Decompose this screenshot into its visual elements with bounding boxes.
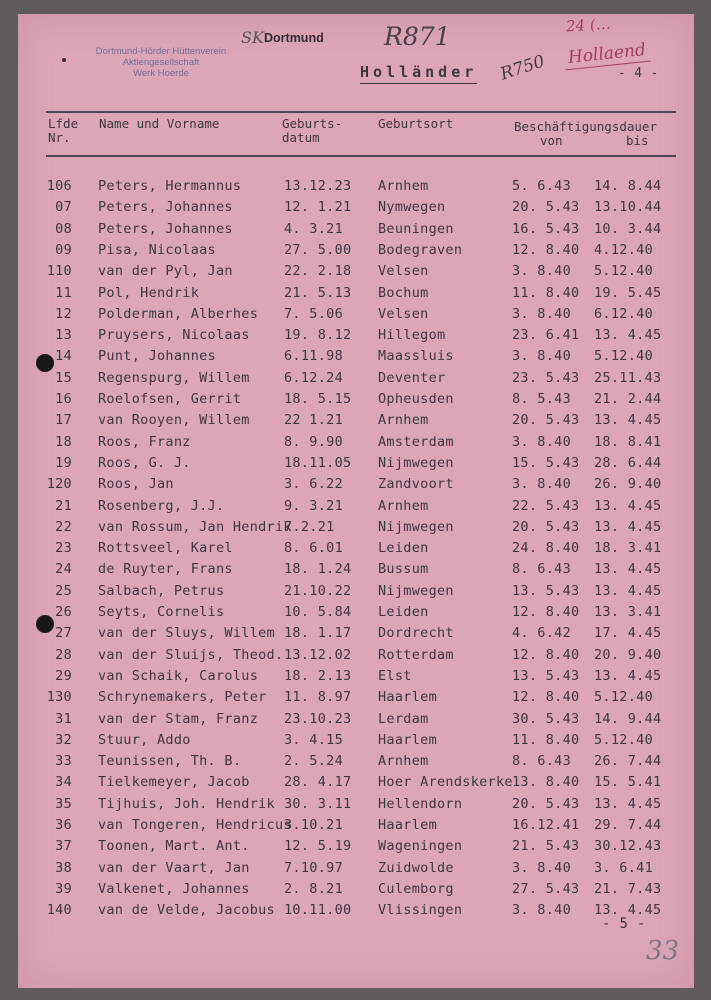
worker-name: Tielkemeyer, Jacob <box>98 774 250 791</box>
employment-start: 5. 6.43 <box>512 178 571 194</box>
worker-name: van Schaik, Carolus <box>98 667 259 684</box>
stamp-line-1: Dortmund-Hörder Hüttenverein <box>95 46 227 57</box>
worker-name: de Ruyter, Frans <box>98 561 233 578</box>
birth-place: Nijmwegen <box>378 582 454 599</box>
table-row <box>18 348 694 369</box>
table-row <box>18 774 694 795</box>
worker-name: Schrynemakers, Peter <box>98 689 267 706</box>
row-number: 38 <box>55 859 72 876</box>
document-page <box>18 14 694 988</box>
row-number: 25 <box>55 582 72 599</box>
next-page-marker: - 5 - <box>602 916 646 932</box>
birth-place: Elst <box>378 667 412 684</box>
birth-date: 18. 5.15 <box>284 391 352 407</box>
employment-start: 13. 5.43 <box>512 667 580 684</box>
birth-place: Bochum <box>378 284 429 301</box>
employment-end: 18. 3.41 <box>594 540 662 557</box>
birth-date: 18. 2.13 <box>284 667 352 684</box>
top-right-note: 24 (… <box>565 14 612 36</box>
birth-date: 4. 3.21 <box>284 220 343 237</box>
employment-start: 12. 8.40 <box>512 689 580 706</box>
birth-place: Zandvoort <box>378 476 454 493</box>
table-row <box>18 498 694 519</box>
nationality-title: Holländer <box>360 63 477 84</box>
employment-start: 23. 6.41 <box>512 327 580 344</box>
birth-place: Culemborg <box>378 880 454 897</box>
worker-name: van Rossum, Jan Hendrik <box>98 518 292 535</box>
row-number: 07 <box>55 199 72 216</box>
table-row <box>18 199 694 220</box>
row-number: 27 <box>55 625 72 642</box>
column-header-to: bis <box>626 133 649 148</box>
birth-date: 2. 5.24 <box>284 753 343 770</box>
worker-name: van der Vaart, Jan <box>98 859 250 876</box>
row-number: 28 <box>55 646 72 663</box>
birth-place: Hoer Arendskerke <box>378 774 513 791</box>
birth-date: 30. 3.11 <box>284 795 352 812</box>
employment-start: 24. 8.40 <box>512 540 580 557</box>
worker-name: Salbach, Petrus <box>98 582 225 599</box>
employment-end: 14. 9.44 <box>594 710 662 727</box>
birth-place: Leiden <box>378 540 429 557</box>
employment-end: 13. 4.45 <box>594 412 662 429</box>
birth-date: 6.12.24 <box>284 369 343 386</box>
birth-date: 7.2.21 <box>284 518 335 535</box>
reference-code-2: R750 <box>498 51 548 85</box>
birth-date: 12. 5.19 <box>284 838 352 855</box>
table-row <box>18 221 694 242</box>
row-number: 33 <box>55 753 72 770</box>
birth-date: 10. 5.84 <box>284 604 352 620</box>
employment-end: 28. 6.44 <box>594 454 662 471</box>
birth-date: 19. 8.12 <box>284 327 352 344</box>
birth-place: Rotterdam <box>378 646 454 663</box>
row-number: 26 <box>55 604 72 620</box>
worker-name: van Rooyen, Willem <box>98 412 250 429</box>
employment-start: 12. 8.40 <box>512 646 580 663</box>
employment-end: 13. 4.45 <box>594 667 662 684</box>
employment-start: 8. 6.43 <box>512 753 571 770</box>
worker-name: Roelofsen, Gerrit <box>98 391 242 407</box>
column-header-birth-place: Geburtsort <box>378 116 454 131</box>
table-row <box>18 817 694 838</box>
table-row <box>18 860 694 881</box>
birth-place: Haarlem <box>378 731 437 748</box>
employment-end: 30.12.43 <box>594 838 662 855</box>
birth-place: Arnhem <box>378 178 429 194</box>
employment-end: 4.12.40 <box>594 241 653 258</box>
worker-name: Pol, Hendrik <box>98 284 200 301</box>
worker-name: Peters, Hermannus <box>98 178 242 194</box>
employment-start: 20. 5.43 <box>512 412 580 429</box>
row-number: 29 <box>55 667 72 684</box>
birth-place: Haarlem <box>378 817 437 833</box>
row-number: 19 <box>55 454 72 471</box>
row-number: 130 <box>46 689 72 706</box>
table-row <box>18 455 694 476</box>
worker-name: Roos, Jan <box>98 476 174 493</box>
birth-place: Zuidwolde <box>378 859 454 876</box>
birth-place: Velsen <box>378 305 429 322</box>
employment-end: 21. 7.43 <box>594 880 662 897</box>
birth-date: 3. 4.15 <box>284 731 343 748</box>
company-stamp <box>66 46 256 79</box>
employment-end: 13. 4.45 <box>594 327 662 344</box>
worker-name: Teunissen, Th. B. <box>98 753 242 770</box>
table-row <box>18 285 694 306</box>
birth-date: 18. 1.17 <box>284 625 352 642</box>
worker-name: Tijhuis, Joh. Hendrik <box>98 795 275 812</box>
worker-name: Rosenberg, J.J. <box>98 497 225 514</box>
birth-date: 8. 6.01 <box>284 540 343 557</box>
row-number: 24 <box>55 561 72 578</box>
birth-date: 11. 8.97 <box>284 689 352 706</box>
table-row <box>18 391 694 412</box>
row-number: 11 <box>55 284 72 301</box>
employment-end: 13. 4.45 <box>594 561 662 578</box>
worker-name: van der Sluys, Willem <box>98 625 275 642</box>
employment-end: 29. 7.44 <box>594 817 662 833</box>
worker-name: Regenspurg, Willem <box>98 369 250 386</box>
employment-end: 5.12.40 <box>594 348 653 365</box>
table-row <box>18 519 694 540</box>
table-row <box>18 732 694 753</box>
city-label: Dortmund <box>264 31 324 45</box>
row-number: 31 <box>55 710 72 727</box>
table-row <box>18 540 694 561</box>
employment-start: 20. 5.43 <box>512 518 580 535</box>
worker-name: van der Sluijs, Theod. <box>98 646 284 663</box>
table-row <box>18 625 694 646</box>
birth-date: 3. 6.22 <box>284 476 343 493</box>
employment-start: 4. 6.42 <box>512 625 571 642</box>
birth-place: Nymwegen <box>378 199 446 216</box>
birth-place: Hillegom <box>378 327 446 344</box>
birth-date: 22 1.21 <box>284 412 343 429</box>
birth-date: 7. 5.06 <box>284 305 343 322</box>
row-number: 13 <box>55 327 72 344</box>
row-number: 120 <box>46 476 72 493</box>
worker-name: Roos, Franz <box>98 433 191 450</box>
birth-date: 22. 2.18 <box>284 263 352 280</box>
birth-place: Leiden <box>378 604 429 620</box>
row-number: 15 <box>55 369 72 386</box>
employment-end: 18. 8.41 <box>594 433 662 450</box>
employment-start: 20. 5.43 <box>512 795 580 812</box>
row-number: 36 <box>55 817 72 833</box>
worker-name: Punt, Johannes <box>98 348 216 365</box>
employment-end: 14. 8.44 <box>594 178 662 194</box>
table-row <box>18 242 694 263</box>
employment-start: 30. 5.43 <box>512 710 580 727</box>
row-number: 110 <box>46 263 72 280</box>
row-number: 37 <box>55 838 72 855</box>
worker-name: Peters, Johannes <box>98 220 233 237</box>
employment-start: 23. 5.43 <box>512 369 580 386</box>
table-row <box>18 306 694 327</box>
worker-name: van Tongeren, Hendricus <box>98 817 292 833</box>
table-row <box>18 583 694 604</box>
worker-name: Pruysers, Nicolaas <box>98 327 250 344</box>
employment-start: 3. 8.40 <box>512 902 571 919</box>
employment-start: 13. 8.40 <box>512 774 580 791</box>
employment-end: 26. 7.44 <box>594 753 662 770</box>
employment-end: 13. 3.41 <box>594 604 662 620</box>
row-number: 32 <box>55 731 72 748</box>
archive-number: 33 <box>646 936 680 966</box>
employment-end: 13. 4.45 <box>594 582 662 599</box>
birth-date: 27. 5.00 <box>284 241 352 258</box>
column-header-birth-date: Geburts- datum <box>282 116 343 145</box>
employment-start: 11. 8.40 <box>512 284 580 301</box>
birth-date: 23.10.23 <box>284 710 352 727</box>
row-number: 106 <box>46 178 72 194</box>
table-row <box>18 434 694 455</box>
table-row <box>18 689 694 710</box>
birth-date: 21. 5.13 <box>284 284 352 301</box>
worker-name: Rottsveel, Karel <box>98 540 233 557</box>
employment-start: 20. 5.43 <box>512 199 580 216</box>
table-row <box>18 604 694 625</box>
worker-name: van der Stam, Franz <box>98 710 259 727</box>
header-bottom-rule <box>46 155 676 157</box>
employment-end: 5.12.40 <box>594 731 653 748</box>
city-prefix: SK <box>241 28 264 47</box>
employment-start: 8. 6.43 <box>512 561 571 578</box>
employment-start: 16. 5.43 <box>512 220 580 237</box>
employment-start: 22. 5.43 <box>512 497 580 514</box>
birth-place: Lerdam <box>378 710 429 727</box>
employment-end: 13. 4.45 <box>594 518 662 535</box>
table-row <box>18 370 694 391</box>
birth-place: Arnhem <box>378 497 429 514</box>
birth-place: Maassluis <box>378 348 454 365</box>
table-row <box>18 838 694 859</box>
birth-place: Arnhem <box>378 412 429 429</box>
table-row <box>18 796 694 817</box>
employment-end: 21. 2.44 <box>594 391 662 407</box>
row-number: 39 <box>55 880 72 897</box>
table-row <box>18 711 694 732</box>
nationality-handwritten: Hollaend <box>563 40 651 71</box>
page-number: - 4 - <box>618 66 659 81</box>
birth-place: Bodegraven <box>378 241 463 258</box>
birth-date: 7.10.97 <box>284 859 343 876</box>
table-row <box>18 902 694 923</box>
row-number: 12 <box>55 305 72 322</box>
worker-name: Roos, G. J. <box>98 454 191 471</box>
row-number: 140 <box>46 902 72 919</box>
birth-date: 6.11.98 <box>284 348 343 365</box>
birth-place: Haarlem <box>378 689 437 706</box>
employment-start: 3. 8.40 <box>512 859 571 876</box>
table-row <box>18 647 694 668</box>
table-row <box>18 263 694 284</box>
employment-start: 8. 5.43 <box>512 391 571 407</box>
employment-end: 26. 9.40 <box>594 476 662 493</box>
worker-name: Toonen, Mart. Ant. <box>98 838 250 855</box>
employment-start: 15. 5.43 <box>512 454 580 471</box>
table-row <box>18 412 694 433</box>
table-row <box>18 476 694 497</box>
birth-place: Amsterdam <box>378 433 454 450</box>
row-number: 14 <box>55 348 72 365</box>
birth-date: 28. 4.17 <box>284 774 352 791</box>
employment-end: 10. 3.44 <box>594 220 662 237</box>
employment-end: 25.11.43 <box>594 369 662 386</box>
row-number: 35 <box>55 795 72 812</box>
stamp-dot <box>62 58 66 62</box>
stamp-line-2: Aktiengesellschaft <box>122 57 200 68</box>
birth-date: 13.12.23 <box>284 178 352 194</box>
birth-date: 18. 1.24 <box>284 561 352 578</box>
reference-code: R871 <box>384 22 451 51</box>
birth-place: Beuningen <box>378 220 454 237</box>
birth-place: Opheusden <box>378 391 454 407</box>
table-row <box>18 178 694 199</box>
birth-place: Bussum <box>378 561 429 578</box>
birth-date: 3.10.21 <box>284 817 343 833</box>
birth-date: 9. 3.21 <box>284 497 343 514</box>
row-number: 21 <box>55 497 72 514</box>
table-row <box>18 753 694 774</box>
punch-hole-top <box>36 354 54 372</box>
worker-name: van der Pyl, Jan <box>98 263 233 280</box>
employment-end: 13.10.44 <box>594 199 662 216</box>
employment-start: 27. 5.43 <box>512 880 580 897</box>
birth-date: 13.12.02 <box>284 646 352 663</box>
birth-place: Nijmwegen <box>378 518 454 535</box>
birth-place: Wageningen <box>378 838 463 855</box>
birth-place: Arnhem <box>378 753 429 770</box>
employment-end: 20. 9.40 <box>594 646 662 663</box>
birth-date: 21.10.22 <box>284 582 352 599</box>
employment-start: 3. 8.40 <box>512 305 571 322</box>
worker-name: Valkenet, Johannes <box>98 880 250 897</box>
employment-end: 19. 5.45 <box>594 284 662 301</box>
stamp-line-3: Werk Hoerde <box>133 68 189 79</box>
birth-date: 2. 8.21 <box>284 880 343 897</box>
employment-end: 6.12.40 <box>594 305 653 322</box>
worker-name: Peters, Johannes <box>98 199 233 216</box>
birth-place: Velsen <box>378 263 429 280</box>
row-number: 34 <box>55 774 72 791</box>
birth-date: 8. 9.90 <box>284 433 343 450</box>
column-header-from: von <box>540 133 563 148</box>
employment-end: 13. 4.45 <box>594 902 662 919</box>
employment-start: 13. 5.43 <box>512 582 580 599</box>
employment-end: 13. 4.45 <box>594 497 662 514</box>
worker-name: Stuur, Addo <box>98 731 191 748</box>
employment-start: 3. 8.40 <box>512 476 571 493</box>
employment-end: 5.12.40 <box>594 263 653 280</box>
worker-name: Polderman, Alberhes <box>98 305 259 322</box>
row-number: 18 <box>55 433 72 450</box>
birth-place: Nijmwegen <box>378 454 454 471</box>
employment-end: 5.12.40 <box>594 689 653 706</box>
birth-date: 10.11.00 <box>284 902 352 919</box>
punch-hole-bottom <box>36 615 54 633</box>
table-row <box>18 668 694 689</box>
employment-end: 13. 4.45 <box>594 795 662 812</box>
row-number: 22 <box>55 518 72 535</box>
row-number: 09 <box>55 241 72 258</box>
column-header-name: Name und Vorname <box>99 116 220 131</box>
birth-date: 12. 1.21 <box>284 199 352 216</box>
row-number: 17 <box>55 412 72 429</box>
employment-end: 3. 6.41 <box>594 859 653 876</box>
employment-start: 16.12.41 <box>512 817 580 833</box>
employment-start: 21. 5.43 <box>512 838 580 855</box>
birth-place: Hellendorn <box>378 795 463 812</box>
employment-start: 3. 8.40 <box>512 263 571 280</box>
birth-place: Vlissingen <box>378 902 463 919</box>
row-number: 08 <box>55 220 72 237</box>
birth-date: 18.11.05 <box>284 454 352 471</box>
column-header-nr: Lfde Nr. <box>48 116 79 145</box>
employment-start: 3. 8.40 <box>512 348 571 365</box>
employment-start: 12. 8.40 <box>512 241 580 258</box>
employment-start: 11. 8.40 <box>512 731 580 748</box>
birth-place: Dordrecht <box>378 625 454 642</box>
worker-name: van de Velde, Jacobus <box>98 902 275 919</box>
employment-end: 15. 5.41 <box>594 774 662 791</box>
worker-name: Seyts, Cornelis <box>98 604 225 620</box>
table-row <box>18 327 694 348</box>
row-number: 23 <box>55 540 72 557</box>
worker-name: Pisa, Nicolaas <box>98 241 216 258</box>
employment-start: 3. 8.40 <box>512 433 571 450</box>
birth-place: Deventer <box>378 369 446 386</box>
header-top-rule <box>46 111 676 113</box>
employment-end: 17. 4.45 <box>594 625 662 642</box>
column-header-employment: Beschäftigungsdauer <box>514 119 657 134</box>
table-row <box>18 561 694 582</box>
row-number: 16 <box>55 391 72 407</box>
table-row <box>18 881 694 902</box>
employment-start: 12. 8.40 <box>512 604 580 620</box>
